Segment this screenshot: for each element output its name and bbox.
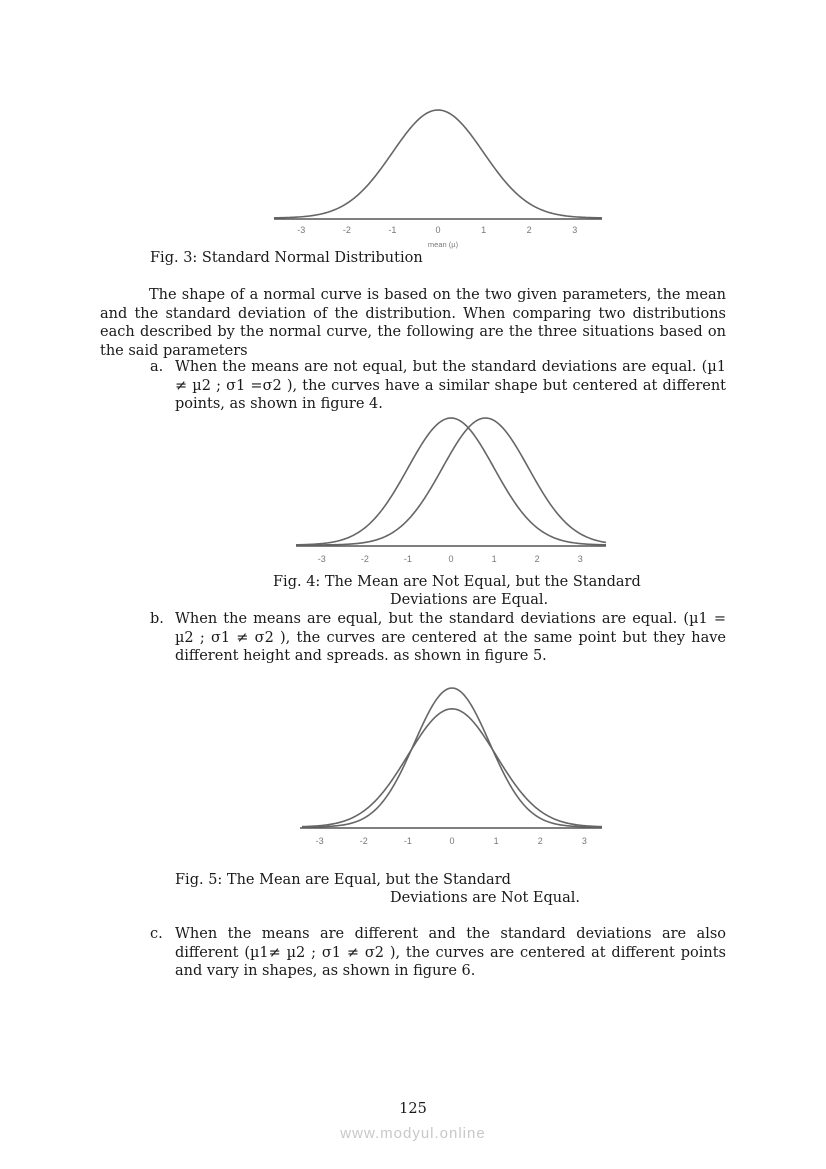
fig4-tick-label: 2 (534, 554, 540, 564)
fig3-tick-label: 0 (435, 225, 441, 235)
figure-3-curve (274, 110, 602, 218)
fig3-tick-label: -3 (297, 225, 306, 235)
fig4-tick-label: -3 (317, 554, 326, 564)
fig4-tick-label: -1 (403, 554, 412, 564)
fig3-tick-label: 1 (481, 225, 487, 235)
figure-5-caption-line-2: Deviations are Not Equal. (390, 890, 580, 906)
fig4-tick-label: 1 (491, 554, 497, 564)
figure-4-chart (292, 408, 612, 568)
fig5-tick-label: -3 (315, 836, 324, 846)
fig3-tick-label: -1 (388, 225, 397, 235)
fig5-tick-label: 2 (537, 836, 543, 846)
watermark: www.modyul.online (340, 1125, 486, 1142)
item-a-label: a. (150, 359, 164, 375)
fig5-tick-label: -1 (403, 836, 412, 846)
item-b-text: When the means are equal, but the standard deviations are equal. (µ1 = µ2 ; σ1 ≠ σ2 ), the curves are centered at the same point but they have different height and spreads. as shown in figure 5. (175, 611, 726, 664)
figure-5-curve-wide (302, 709, 602, 827)
figure-4-curve-2 (296, 418, 606, 545)
figure-4-curve-1 (296, 418, 606, 545)
figure-4-caption-line-1: Fig. 4: The Mean are Not Equal, but the Standard (273, 574, 641, 590)
fig5-tick-label: -2 (359, 836, 368, 846)
figure-3-chart (270, 100, 610, 250)
figure-4-caption-line-2: Deviations are Equal. (390, 592, 549, 608)
fig5-tick-label: 0 (449, 836, 455, 846)
fig3-tick-label: 2 (526, 225, 532, 235)
intro-paragraph: The shape of a normal curve is based on the two given parameters, the mean and the standard deviation of the distribution. When comparing two distributions each described by the normal curve, the following are the three situations based on the said parameters (100, 287, 726, 359)
fig3-tick-label: -2 (342, 225, 351, 235)
figure-3-xlabel: mean (µ) (427, 240, 459, 249)
page-number: 125 (399, 1101, 427, 1117)
figure-5-caption-line-1: Fig. 5: The Mean are Equal, but the Standard (175, 872, 511, 888)
fig5-tick-label: 3 (581, 836, 587, 846)
item-b-label: b. (150, 611, 164, 627)
item-c-text: When the means are different and the standard deviations are also different (µ1≠ µ2 ; σ1 ≠ σ2 ), the curves are centered at different points and vary in shapes, as shown in figure 6. (175, 926, 726, 979)
fig4-tick-label: 0 (448, 554, 454, 564)
fig5-tick-label: 1 (493, 836, 499, 846)
fig3-tick-label: 3 (572, 225, 578, 235)
fig4-tick-label: -2 (360, 554, 369, 564)
item-c-label: c. (150, 926, 163, 942)
fig4-tick-label: 3 (577, 554, 583, 564)
figure-3-caption: Fig. 3: Standard Normal Distribution (150, 250, 423, 266)
figure-5-chart (296, 678, 608, 854)
item-a-text: When the means are not equal, but the standard deviations are equal. (µ1 ≠ µ2 ; σ1 =σ2 ), the curves have a similar shape but centered at different points, as shown in figure 4. (175, 359, 726, 412)
